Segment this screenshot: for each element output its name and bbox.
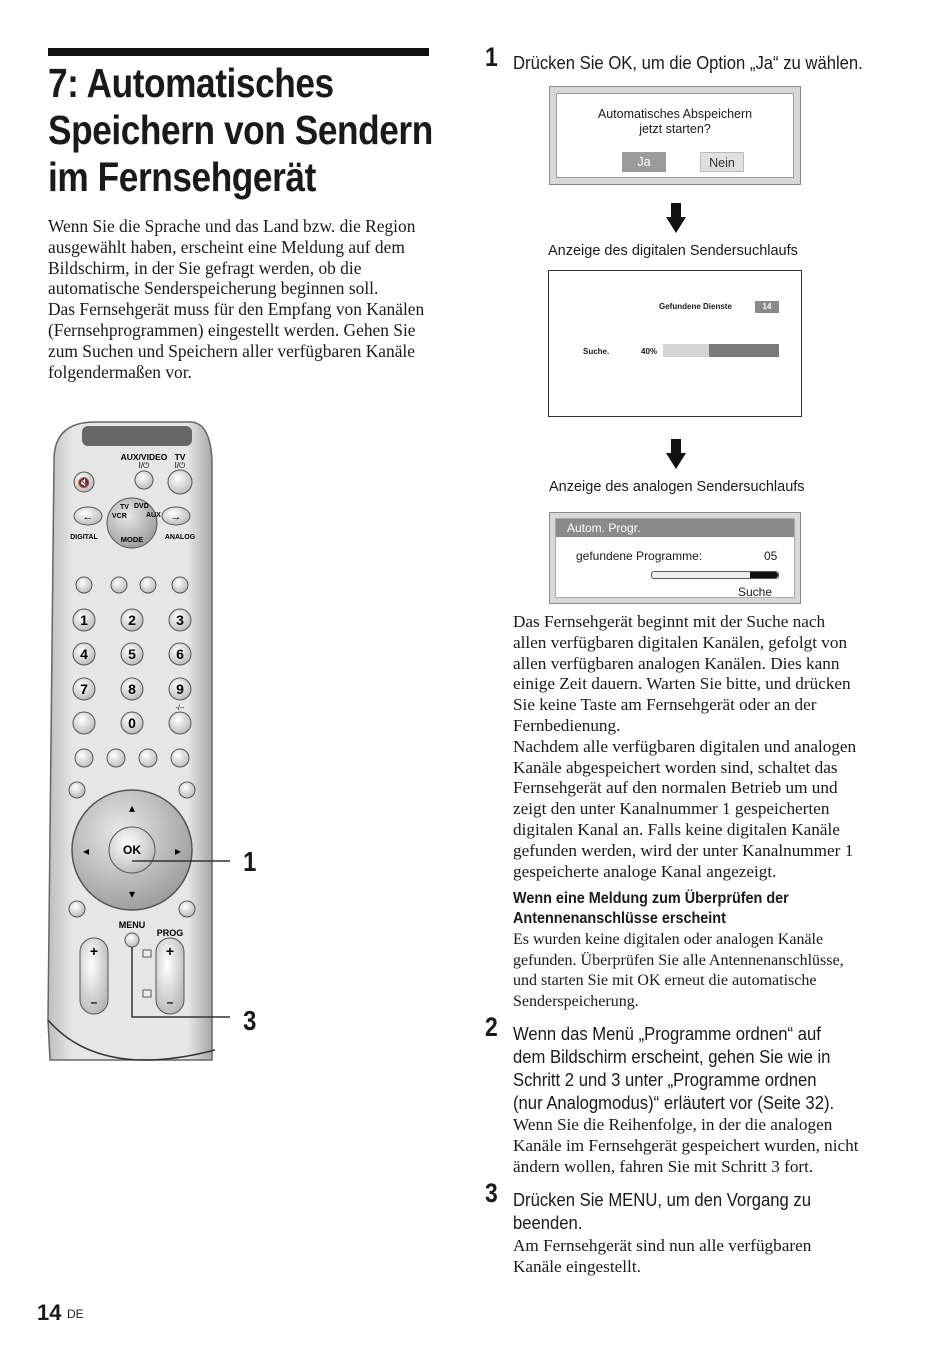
step-1-instruction: Drücken Sie OK, um die Option „Ja“ zu wählen. [513,52,863,73]
tools-button [69,901,85,917]
note-heading-line: Antennenanschlüsse erscheint [513,909,726,927]
rewind-button [75,749,93,767]
step-1-number: 1 [485,42,498,72]
intro-line: ausgewählt haben, erscheint eine Meldung auf dem [48,236,405,257]
instruction-line: dem Bildschirm erscheint, gehen Sie wie in [513,1046,831,1067]
arrow-up-icon: ▴ [128,801,136,815]
aux-video-label: AUX/VIDEO [120,452,168,462]
dialog-message [557,107,793,137]
body-line: Fernbedienung. [513,715,621,735]
digital-found-label: Gefundene Dienste [659,302,732,311]
callout-3: 3 [243,1005,257,1036]
analog-progress-track [651,571,779,579]
analog-found-value: 05 [764,549,778,563]
note-line: und starten Sie mit OK erneut die automatische [513,972,817,989]
intro-line: Wenn Sie die Sprache und das Land bzw. die Region [48,216,416,236]
body-line: zeigt den unter Kanalnummer 1 gespeicherten [513,799,830,819]
arrow-down-icon [666,203,686,233]
note-line: Senderspeicherung. [513,992,639,1010]
forward-button [171,749,189,767]
arrow-down-icon: ▾ [128,887,136,901]
previous-channel-button [169,712,191,734]
screen-button [140,577,156,593]
mode-label: MODE [120,535,144,544]
body-line: Nachdem alle verfügbaren digitalen und analogen [513,736,857,756]
epg-button [179,782,195,798]
page-number: 14 [37,1300,62,1325]
analog-progress-fill [750,572,778,578]
analog-status: Suche [738,585,773,599]
page-language: DE [67,1307,84,1321]
step-2-number: 2 [485,1012,498,1042]
dialog-message-line: jetzt starten? [639,122,711,136]
key-5: 5 [128,646,136,662]
instruction-line: beenden. [513,1212,583,1233]
intro-paragraph [48,216,433,382]
body-line: Sie keine Taste am Fernsehgerät oder an der [513,695,817,715]
step-2-body [513,1115,883,1177]
body-line: allen verfügbaren digitalen Kanälen, gefolgt von [513,632,848,652]
step-3-number: 3 [485,1178,498,1208]
step-2-instruction [513,1022,834,1114]
mode-aux-label: AUX [146,512,161,519]
body-line: gespeicherte analoge Kanal angezeigt. [513,861,777,881]
mode-vcr-label: VCR [112,513,127,520]
volume-plus-label: + [89,943,99,959]
yes-button[interactable]: Ja [622,152,666,172]
arrow-left-icon: ← [82,511,94,523]
power-symbol-label: I/⏻ [174,461,186,470]
power-symbol-label: I/⏻ [138,461,150,470]
play-button [139,749,157,767]
instruction-line: (nur Analogmodus)“ erläutert vor (Seite 32). [513,1092,835,1113]
step-3-body [513,1236,883,1278]
mute-icon: 🔇 [77,478,91,489]
channel-up-icon [143,950,151,957]
dialog-message-line: Automatisches Abspeichern [597,107,753,121]
key-9: 9 [176,681,184,697]
body-line: Das Fernsehgerät beginnt mit der Suche nach [513,612,826,631]
info-button [73,712,95,734]
intro-line: folgendermaßen vor. [48,361,192,382]
key-2: 2 [128,612,136,628]
callout-1: 1 [243,846,257,877]
body-line: Kanäle im Fernsehgerät gespeichert wurden, nicht [513,1135,859,1155]
digital-progress-track [663,344,779,357]
note-line: Es wurden keine digitalen oder analogen Kanäle [513,931,824,948]
intro-line: automatische Senderspeicherung beginnen soll. [48,278,379,299]
title-rule [48,48,429,56]
analog-header: Autom. Progr. [556,519,794,537]
ok-label: OK [123,843,141,857]
arrow-left-icon: ◂ [82,844,90,858]
digital-label: DIGITAL [70,534,98,541]
no-button[interactable]: Nein [700,152,744,172]
page-title [48,60,433,201]
key-8: 8 [128,681,136,697]
ir-window [82,426,192,446]
volume-minus-label: – [90,995,98,1009]
body-line: digitalen Kanal an. Falls keine digitalen Kanäle [513,819,840,839]
auto-store-dialog [549,86,801,185]
tv-power-button [168,470,192,494]
menu-label: MENU [118,920,146,930]
key-6: 6 [176,646,184,662]
body-line: ändern wollen, fahren Sie mit Schritt 3 fort. [513,1156,814,1176]
digital-search-screen [548,270,802,417]
body-line: einige Zeit dauern. Warten Sie bitte, und drücken [513,674,851,694]
key-1: 1 [80,612,88,628]
key-4: 4 [80,646,88,662]
sound-button [76,577,92,593]
note-body [513,930,883,1012]
program-plus-label: + [165,943,175,959]
digital-percent: 40% [641,347,658,356]
body-line: Kanäle abgespeichert worden sind, schaltet das [513,757,838,777]
remote-control-illustration [40,420,270,1065]
step-3-instruction [513,1188,811,1234]
step-1-body [513,612,883,882]
favourites-button [179,901,195,917]
teletext-button [69,782,85,798]
note-heading-line: Wenn eine Meldung zum Überprüfen der [513,890,789,907]
program-minus-label: – [166,995,174,1009]
tv-label: TV [174,452,186,462]
arrow-right-icon: → [170,511,182,523]
digital-search-caption: Anzeige des digitalen Sendersuchlaufs [548,243,798,259]
body-line: Fernsehgerät auf den normalen Betrieb um und [513,778,838,798]
picture-button [111,577,127,593]
analog-search-screen [549,512,801,604]
digital-progress-fill [663,344,709,357]
stop-button [107,749,125,767]
instruction-line: Wenn das Menü „Programme ordnen“ auf [513,1023,821,1044]
mode-dvd-label: DVD [134,503,149,510]
title-line-1: 7: Automatisches [48,60,334,106]
intro-line: (Fernsehprogrammen) eingestellt werden. Gehen Sie [48,319,416,340]
intro-line: zum Suchen und Speichern aller verfügbaren Kanäle [48,340,415,361]
body-line: Kanäle eingestellt. [513,1256,641,1276]
body-line: Am Fernsehgerät sind nun alle verfügbaren [513,1236,812,1255]
mode-tv-label: TV [120,504,129,511]
menu-button [125,933,139,947]
instruction-line: Schritt 2 und 3 unter „Programme ordnen [513,1069,817,1090]
analog-search-caption: Anzeige des analogen Sendersuchlaufs [549,479,805,495]
digital-found-value: 14 [755,301,779,313]
input-button [172,577,188,593]
arrow-down-icon [666,439,686,469]
analog-label: ANALOG [164,534,196,541]
body-line: Wenn Sie die Reihenfolge, in der die analogen [513,1115,833,1134]
intro-line: Das Fernsehgerät muss für den Empfang von Kanälen [48,299,425,320]
note-heading [513,889,789,928]
body-line: gefunden werden, wird der unter Kanalnummer 1 [513,840,854,860]
digital-search-label: Suche. [583,347,610,356]
dash-symbol-label: -/-- [175,705,185,712]
body-line: allen verfügbaren analogen Kanälen. Dies kann [513,653,840,673]
intro-line: Bildschirm, in der Sie gefragt werden, ob die [48,257,362,278]
analog-found-label: gefundene Programme: [576,549,703,563]
key-0: 0 [128,715,136,731]
title-line-2: Speichern von Sendern [48,107,433,153]
note-line: gefunden. Überprüfen Sie alle Antennenanschlüsse, [513,951,844,969]
prog-label: PROG [156,928,184,938]
channel-down-icon [143,990,151,997]
title-line-3: im Fernsehgerät [48,154,316,200]
aux-power-button [135,471,153,489]
key-3: 3 [176,612,184,628]
arrow-right-icon: ▸ [174,844,182,858]
instruction-line: Drücken Sie MENU, um den Vorgang zu [513,1189,811,1210]
key-7: 7 [80,681,88,697]
